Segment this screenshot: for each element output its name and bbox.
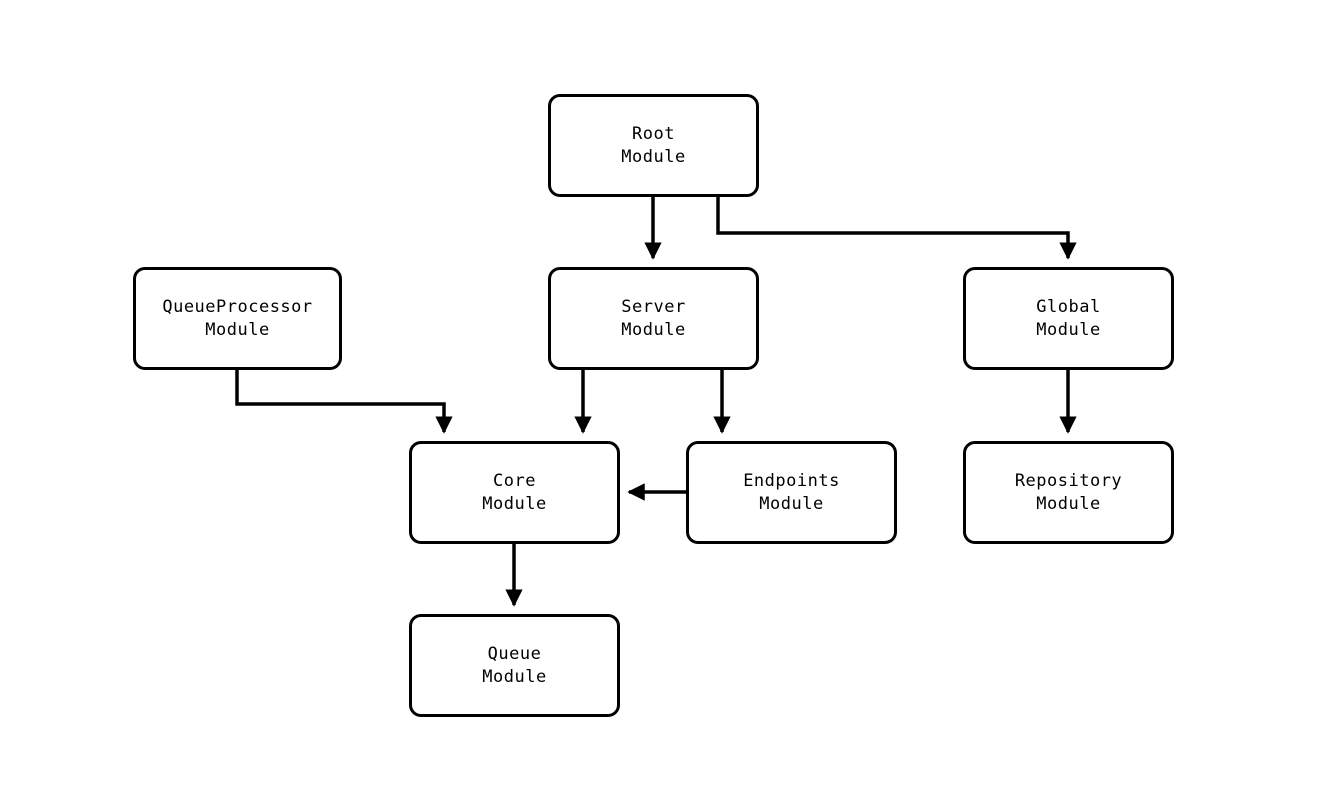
node-label-line2: Module: [482, 493, 547, 514]
node-label-line1: QueueProcessor: [162, 296, 313, 317]
node-server-module[interactable]: [548, 267, 759, 370]
node-endpoints-module[interactable]: [686, 441, 897, 544]
node-label-line2: Module: [482, 666, 547, 687]
node-label-line1: Queue: [487, 643, 542, 664]
edge-root-global: [718, 197, 1068, 258]
edge-queueprocessor-core: [237, 370, 444, 432]
node-root-module[interactable]: [548, 94, 759, 197]
node-global-module[interactable]: [963, 267, 1174, 370]
node-queue-module[interactable]: [409, 614, 620, 717]
node-label-line2: Module: [621, 146, 686, 167]
node-label-line1: Global: [1036, 296, 1101, 317]
node-label-line2: Module: [621, 319, 686, 340]
node-label-line1: Server: [621, 296, 686, 317]
node-label-line1: Root: [632, 123, 675, 144]
node-label-line2: Module: [205, 319, 270, 340]
node-label-line1: Core: [493, 470, 536, 491]
node-repository-module[interactable]: [963, 441, 1174, 544]
node-queueprocessor-module[interactable]: [133, 267, 342, 370]
node-label-line1: Repository: [1014, 470, 1123, 491]
node-label-line1: Endpoints: [743, 470, 840, 491]
node-core-module[interactable]: [409, 441, 620, 544]
node-label-line2: Module: [759, 493, 824, 514]
node-label-line2: Module: [1036, 493, 1101, 514]
node-label-line2: Module: [1036, 319, 1101, 340]
